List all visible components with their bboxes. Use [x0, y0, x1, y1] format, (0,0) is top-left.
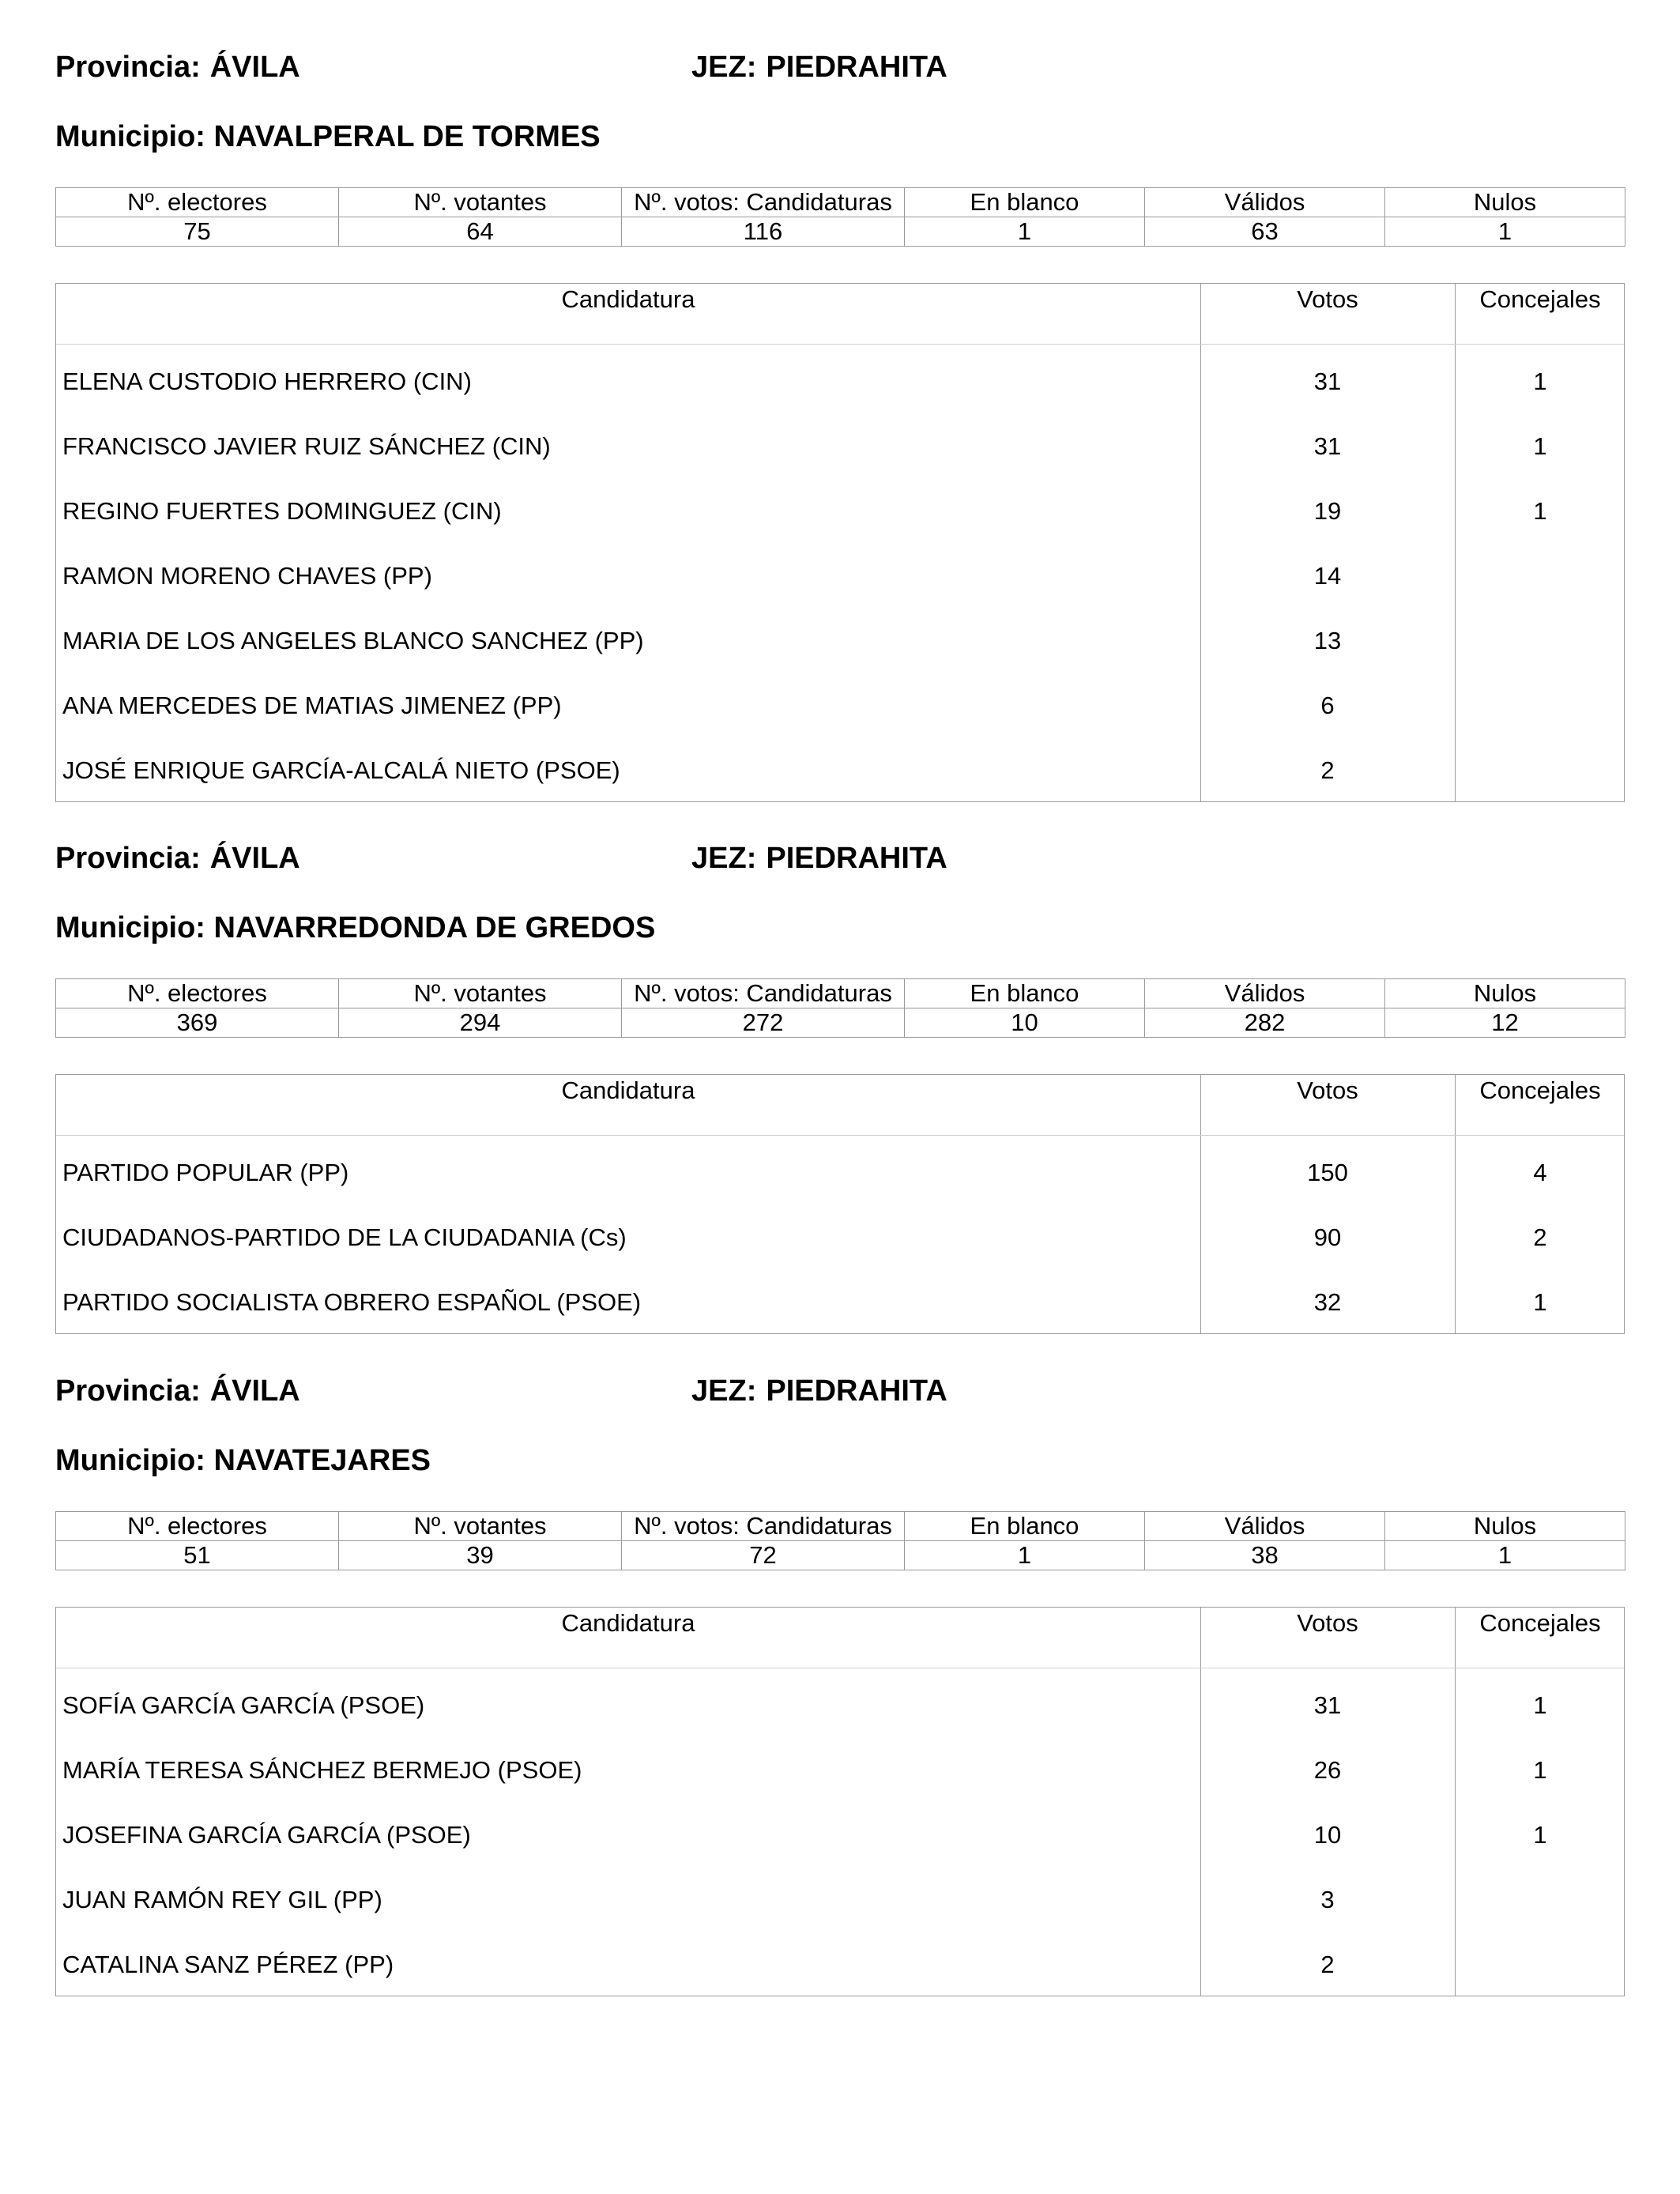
candidate-name: FRANCISCO JAVIER RUIZ SÁNCHEZ (CIN): [62, 432, 551, 460]
provincia-value: ÁVILA: [209, 51, 300, 84]
candidates-header-row: [56, 1075, 1624, 1136]
header-concejales: Concejales: [1479, 285, 1601, 313]
candidate-row: [56, 1945, 1624, 1996]
candidate-votes: 31: [1313, 432, 1342, 460]
candidate-concejales: 4: [1533, 1159, 1547, 1186]
summary-value-row: [56, 1541, 1625, 1570]
summary-table: [55, 187, 1625, 247]
value-electores: 369: [56, 1008, 339, 1038]
header-votos: Votos: [1297, 285, 1358, 313]
candidates-table: [55, 1607, 1625, 1996]
candidate-name: RAMON MORENO CHAVES (PP): [62, 562, 432, 590]
header-candidatura: Candidatura: [561, 285, 695, 313]
candidate-row: [56, 427, 1624, 492]
summary-value-row: [56, 1008, 1625, 1038]
candidate-votes: 31: [1313, 368, 1342, 395]
value-nulos: 1: [1385, 217, 1625, 247]
header-votantes: Nº. votantes: [339, 979, 622, 1008]
candidate-row: [56, 1218, 1624, 1283]
summary-table: [55, 1511, 1625, 1570]
value-votantes: 294: [339, 1008, 622, 1038]
candidate-concejales: 1: [1533, 1691, 1547, 1719]
candidates-header-row: [56, 284, 1624, 345]
candidate-row: [56, 686, 1624, 751]
candidate-concejales: 1: [1533, 1756, 1547, 1784]
header-en-blanco: En blanco: [905, 1512, 1145, 1541]
candidate-votes: 2: [1320, 1951, 1335, 1978]
candidate-name: MARÍA TERESA SÁNCHEZ BERMEJO (PSOE): [62, 1756, 582, 1784]
header-nulos: Nulos: [1385, 188, 1625, 217]
header-votos-candidaturas: Nº. votos: Candidaturas: [622, 979, 905, 1008]
candidate-name: ANA MERCEDES DE MATIAS JIMENEZ (PP): [62, 692, 562, 719]
candidate-votes: 150: [1307, 1159, 1348, 1186]
value-nulos: 1: [1385, 1541, 1625, 1570]
candidate-votes: 14: [1313, 562, 1342, 590]
value-votantes: 39: [339, 1541, 622, 1570]
value-en-blanco: 1: [905, 1541, 1145, 1570]
jez-line: [691, 1374, 947, 1408]
municipio-value: NAVARREDONDA DE GREDOS: [213, 911, 656, 944]
value-validos: 38: [1145, 1541, 1385, 1570]
candidates-header-row: [56, 1608, 1624, 1668]
jez-label: JEZ:: [691, 1374, 757, 1408]
header-votos-candidaturas: Nº. votos: Candidaturas: [622, 188, 905, 217]
candidate-votes: 31: [1313, 1691, 1342, 1719]
value-validos: 63: [1145, 217, 1385, 247]
candidate-votes: 13: [1313, 627, 1342, 654]
candidate-name: PARTIDO SOCIALISTA OBRERO ESPAÑOL (PSOE): [62, 1288, 642, 1316]
candidate-row: [56, 1283, 1624, 1333]
municipality-section: [55, 1374, 1625, 1996]
municipality-section: [55, 842, 1625, 1334]
header-nulos: Nulos: [1385, 1512, 1625, 1541]
jez-label: JEZ:: [691, 51, 757, 84]
value-votos-candidaturas: 116: [622, 217, 905, 247]
jez-value: PIEDRAHITA: [766, 1374, 947, 1408]
candidate-name: CATALINA SANZ PÉREZ (PP): [62, 1951, 394, 1978]
value-en-blanco: 1: [905, 217, 1145, 247]
candidate-row: [56, 1880, 1624, 1945]
candidate-row: [56, 621, 1624, 686]
header-votantes: Nº. votantes: [339, 1512, 622, 1541]
header-votantes: Nº. votantes: [339, 188, 622, 217]
candidate-concejales: 1: [1533, 1288, 1547, 1316]
summary-header-row: [56, 979, 1625, 1008]
candidate-concejales: 2: [1533, 1223, 1547, 1251]
value-electores: 51: [56, 1541, 339, 1570]
header-validos: Válidos: [1145, 188, 1385, 217]
candidate-row: [56, 556, 1624, 621]
municipio-line: [55, 1444, 1625, 1511]
candidate-name: CIUDADANOS-PARTIDO DE LA CIUDADANIA (Cs): [62, 1223, 627, 1251]
candidate-name: ELENA CUSTODIO HERRERO (CIN): [62, 368, 472, 395]
header-electores: Nº. electores: [56, 979, 339, 1008]
candidate-name: JUAN RAMÓN REY GIL (PP): [62, 1886, 382, 1913]
municipio-value: NAVALPERAL DE TORMES: [213, 120, 601, 153]
municipio-value: NAVATEJARES: [213, 1444, 431, 1477]
header-validos: Válidos: [1145, 979, 1385, 1008]
header-electores: Nº. electores: [56, 188, 339, 217]
candidate-name: JOSÉ ENRIQUE GARCÍA-ALCALÁ NIETO (PSOE): [62, 756, 620, 784]
municipio-line: [55, 120, 1625, 187]
header-votos: Votos: [1297, 1609, 1358, 1637]
value-votos-candidaturas: 272: [622, 1008, 905, 1038]
municipio-label: Municipio:: [55, 1444, 205, 1477]
municipio-line: [55, 911, 1625, 978]
summary-header-row: [56, 1512, 1625, 1541]
header-votos-candidaturas: Nº. votos: Candidaturas: [622, 1512, 905, 1541]
header-validos: Válidos: [1145, 1512, 1385, 1541]
candidate-name: PARTIDO POPULAR (PP): [62, 1159, 349, 1186]
summary-table: [55, 978, 1625, 1038]
header-votos: Votos: [1297, 1076, 1358, 1104]
value-electores: 75: [56, 217, 339, 247]
header-candidatura: Candidatura: [561, 1609, 695, 1637]
candidate-votes: 6: [1320, 692, 1335, 719]
candidate-votes: 26: [1313, 1756, 1342, 1784]
candidate-votes: 32: [1313, 1288, 1342, 1316]
provincia-value: ÁVILA: [209, 1374, 300, 1408]
header-concejales: Concejales: [1479, 1076, 1601, 1104]
candidate-name: SOFÍA GARCÍA GARCÍA (PSOE): [62, 1691, 425, 1719]
provincia-line: [55, 842, 300, 876]
jez-label: JEZ:: [691, 842, 757, 875]
candidates-table: [55, 1074, 1625, 1334]
candidate-concejales: 1: [1533, 1821, 1547, 1849]
summary-value-row: [56, 217, 1625, 247]
header-en-blanco: En blanco: [905, 979, 1145, 1008]
provincia-label: Provincia:: [55, 1374, 201, 1408]
jez-line: [691, 51, 947, 85]
candidate-row: [56, 492, 1624, 556]
candidate-row: [56, 1815, 1624, 1880]
candidate-concejales: 1: [1533, 368, 1547, 395]
value-nulos: 12: [1385, 1008, 1625, 1038]
header-nulos: Nulos: [1385, 979, 1625, 1008]
section-header: [55, 1374, 1625, 1444]
candidate-votes: 3: [1320, 1886, 1335, 1913]
jez-value: PIEDRAHITA: [766, 51, 947, 84]
candidate-votes: 90: [1313, 1223, 1342, 1251]
candidate-name: JOSEFINA GARCÍA GARCÍA (PSOE): [62, 1821, 471, 1849]
candidate-votes: 10: [1313, 1821, 1342, 1849]
candidate-votes: 2: [1320, 756, 1335, 784]
candidate-concejales: 1: [1533, 497, 1547, 525]
provincia-line: [55, 51, 300, 85]
provincia-label: Provincia:: [55, 51, 201, 84]
section-header: [55, 842, 1625, 911]
value-validos: 282: [1145, 1008, 1385, 1038]
candidate-row: [56, 751, 1624, 801]
value-votos-candidaturas: 72: [622, 1541, 905, 1570]
header-candidatura: Candidatura: [561, 1076, 695, 1104]
jez-line: [691, 842, 947, 876]
header-concejales: Concejales: [1479, 1609, 1601, 1637]
provincia-value: ÁVILA: [209, 842, 300, 875]
value-en-blanco: 10: [905, 1008, 1145, 1038]
municipality-section: [55, 51, 1625, 802]
municipio-label: Municipio:: [55, 911, 205, 944]
provincia-line: [55, 1374, 300, 1408]
candidate-concejales: 1: [1533, 432, 1547, 460]
summary-header-row: [56, 188, 1625, 217]
value-votantes: 64: [339, 217, 622, 247]
candidate-name: MARIA DE LOS ANGELES BLANCO SANCHEZ (PP): [62, 627, 644, 654]
candidate-row: [56, 362, 1624, 427]
section-header: [55, 51, 1625, 120]
provincia-label: Provincia:: [55, 842, 201, 875]
header-electores: Nº. electores: [56, 1512, 339, 1541]
municipio-label: Municipio:: [55, 120, 205, 153]
candidate-name: REGINO FUERTES DOMINGUEZ (CIN): [62, 497, 502, 525]
candidates-table: [55, 283, 1625, 802]
jez-value: PIEDRAHITA: [766, 842, 947, 875]
header-en-blanco: En blanco: [905, 188, 1145, 217]
candidate-row: [56, 1153, 1624, 1218]
candidate-row: [56, 1686, 1624, 1751]
candidate-votes: 19: [1313, 497, 1342, 525]
candidate-row: [56, 1751, 1624, 1815]
